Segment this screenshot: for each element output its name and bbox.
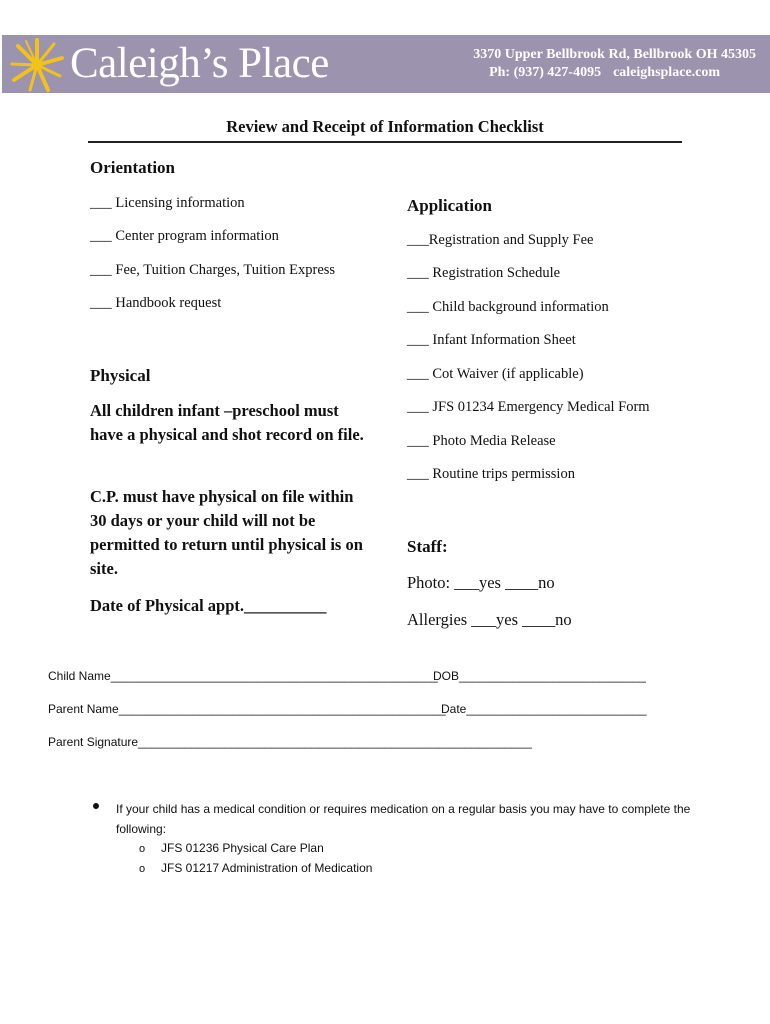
medical-note-text-cont: following: [116, 822, 167, 836]
physical-requirement-text: All children infant –preschool must have a physical and shot record on file. [90, 401, 364, 444]
application-item: ___ Photo Media Release [407, 433, 556, 449]
application-item: ___ Registration Schedule [407, 265, 561, 281]
application-item: ___ Infant Information Sheet [407, 332, 576, 348]
title-divider [88, 141, 682, 143]
orientation-item: ___ Fee, Tuition Charges, Tuition Express [90, 262, 336, 278]
physical-date-field[interactable]: Date of Physical appt.__________ [90, 596, 327, 615]
dob-field[interactable]: DOB____________________________ [433, 669, 646, 683]
staff-heading: Staff: [407, 537, 448, 556]
sub-list-item: JFS 01217 Administration of Medication [161, 861, 373, 875]
physical-heading: Physical [90, 366, 151, 385]
child-name-field[interactable]: Child Name_________________________________________________ [48, 669, 438, 683]
header-contact [489, 65, 720, 81]
date-field[interactable]: Date___________________________ [441, 702, 647, 716]
staff-allergies-field[interactable]: Allergies ___yes ____no [407, 610, 572, 629]
parent-name-field[interactable]: Parent Name_________________________________________________ [48, 702, 446, 716]
sub-list-item: JFS 01236 Physical Care Plan [161, 841, 324, 855]
header-phone: Ph: (937) 427-4095 [489, 65, 602, 80]
parent-signature-field[interactable]: Parent Signature___________________________________________________________ [48, 735, 532, 749]
header-address: 3370 Upper Bellbrook Rd, Bellbrook OH 45305 [473, 47, 756, 62]
physical-deadline-text: C.P. must have physical on file within 30 days or your child will not be permitted to return until physical is on site. [90, 487, 363, 578]
application-heading: Application [407, 196, 493, 215]
application-item: ___ Child background information [407, 299, 609, 315]
staff-photo-field[interactable]: Photo: ___yes ____no [407, 573, 555, 592]
application-item: ___ Cot Waiver (if applicable) [407, 366, 584, 382]
bullet-icon [93, 803, 99, 809]
sub-bullet-icon: o [139, 863, 146, 875]
medical-note-text: If your child has a medical condition or requires medication on a regular basis you may have to complete the [116, 802, 691, 816]
orientation-item: ___ Handbook request [90, 295, 222, 311]
header-website[interactable]: caleighsplace.com [613, 65, 720, 80]
application-item: ___ Routine trips permission [407, 466, 575, 482]
application-item: ___ JFS 01234 Emergency Medical Form [407, 399, 650, 415]
sunburst-logo-icon [10, 38, 64, 92]
sub-bullet-icon: o [139, 843, 146, 855]
page-title: Review and Receipt of Information Checklist [226, 117, 544, 136]
orientation-item: ___ Licensing information [90, 195, 245, 211]
orientation-heading: Orientation [90, 158, 175, 177]
application-item: ___Registration and Supply Fee [407, 232, 594, 248]
orientation-item: ___ Center program information [90, 228, 279, 244]
brand-name: Caleigh’s Place [70, 40, 329, 87]
